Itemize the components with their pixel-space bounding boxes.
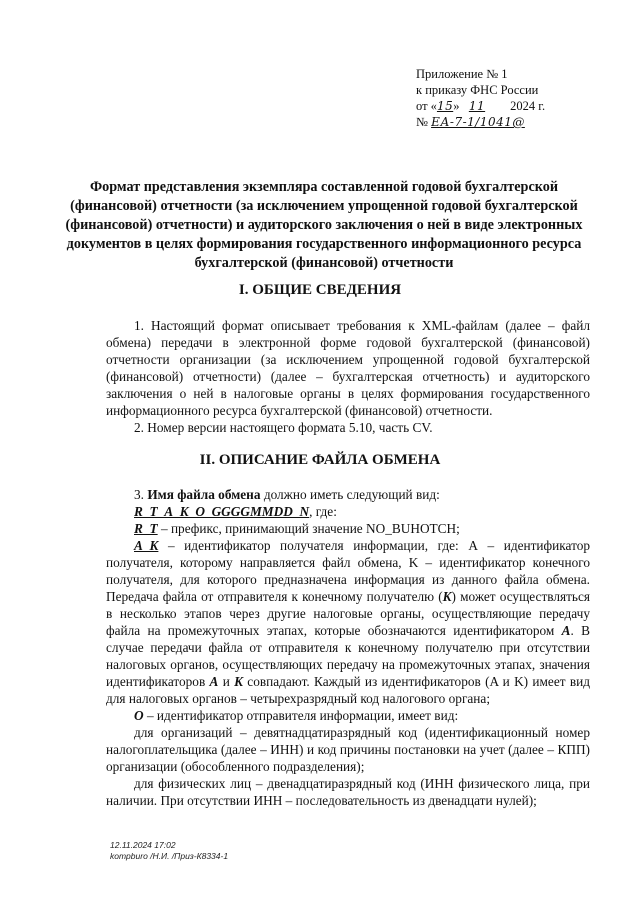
footer-stamp	[110, 840, 228, 862]
appendix-line-1: Приложение № 1	[416, 67, 508, 81]
handwritten-month: 11	[468, 99, 486, 113]
individuals-item: для физических лиц – двенадцатиразрядный код (ИНН физического лица, при наличии. При отсутствии ИНН – последовательность из двенадцати нулей);	[106, 776, 590, 808]
organizations-item: для организаций – девятнадцатиразрядный код (идентификационный номер налогоплательщика (далее – ИНН) и код причины постановки на учет (далее – КПП) организации (обособленного подразделения);	[106, 725, 590, 774]
section-2-body	[106, 486, 590, 809]
document-title: Формат представления экземпляра составленной годовой бухгалтерской (финансовой) отчетности (за исключением упрощенной годовой бухгалтерской (финансовой) отчетности) и аудиторского заключения о ней в виде электронных документов в целях формирования государственного информационного ресурса бухгалтерской (финансовой) отчетности	[65, 179, 583, 271]
ak-definition: A_K – идентификатор получателя информации, где: А – идентификатор получателя, которому направляется файл обмена, K – идентификатор конечного получателя, для которого предназначена информация из данного файла обмена. Передача файла от отправителя к конечному получателю (K) может осуществляться в несколько этапов через другие налоговые органы, осуществляющие передачу файла на промежуточных этапах, которые обозначаются идентификатором А. В случае передачи файла от отправителя к конечному получателю при отсутствии налоговых органов, осуществляющих передачу на промежуточных этапах, значения идентификаторов А и K совпадают. Каждый из идентификаторов (A и K) имеет вид для налоговых органов – четырехразрядный код налогового органа;	[106, 538, 591, 706]
section-1-body	[106, 317, 590, 436]
appendix-line-2: к приказу ФНС России	[416, 83, 539, 97]
handwritten-order-number: ЕА-7-1/1041@	[431, 115, 525, 129]
appendix-date: от «15» 11 2024 г.	[416, 99, 546, 113]
section-1-heading: I. ОБЩИЕ СВЕДЕНИЯ	[238, 282, 402, 298]
appendix-number: № ЕА-7-1/1041@	[416, 115, 525, 129]
paragraph-1: 1. Настоящий формат описывает требования к XML-файлам (далее – файл обмена) передачи в электронной форме годовой бухгалтерской (финансовой) отчетности организации (за исключением упрощенной годовой бухгалтерской (финансовой) отчетности) (далее – бухгалтерская отчетность) и аудиторского заключения о ней в налоговые органы в целях формирования государственного информационного ресурса бухгалтерской (финансовой) отчетности.	[106, 318, 590, 418]
handwritten-day: 15	[436, 99, 454, 113]
appendix-block	[416, 66, 545, 130]
paragraph-2: 2. Номер версии настоящего формата 5.10, часть CV.	[134, 420, 433, 435]
o-definition: O – идентификатор отправителя информации, имеет вид:	[134, 708, 459, 723]
footer-author: kompburo /Н.И. /Приз-К8334-1	[110, 851, 229, 861]
file-name-pattern: R_T_A_K_O_GGGGMMDD_N, где:	[134, 504, 337, 519]
paragraph-3: 3. Имя файла обмена должно иметь следующий вид:	[134, 487, 440, 502]
file-name-term: Имя файла обмена	[147, 487, 261, 502]
rt-definition: R_T – префикс, принимающий значение NO_BUHOTCH;	[134, 521, 460, 536]
footer-timestamp: 12.11.2024 17:02	[110, 840, 176, 850]
section-2-heading: II. ОПИСАНИЕ ФАЙЛА ОБМЕНА	[199, 452, 441, 468]
